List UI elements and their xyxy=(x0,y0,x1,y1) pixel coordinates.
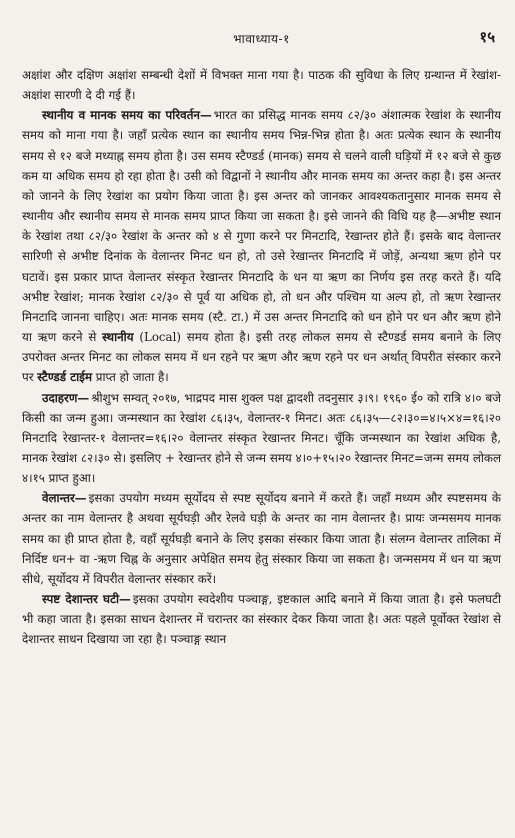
body-text xyxy=(22,65,501,650)
section-heading-longitude-correction: स्पष्ट देशान्तर घटी— xyxy=(42,592,131,607)
term-local: स्थानीय xyxy=(102,330,134,345)
page-header xyxy=(22,0,501,50)
paragraph-longitude-correction xyxy=(22,589,501,649)
paragraph-equation-of-time xyxy=(22,488,501,589)
term-standard-time: स्टैण्डर्ड टाईम xyxy=(37,370,92,385)
paragraph-text: प्राप्त हो जाता है। xyxy=(92,370,169,385)
section-heading-local-standard-time: स्थानीय व मानक समय का परिवर्तन— xyxy=(42,108,212,123)
section-heading-example: उदाहरण— xyxy=(42,390,90,405)
paragraph-text: भारत का प्रसिद्ध मानक समय ८२/३० अंशात्मक रेखांश के स्थानीय समय को माना गया है। जहाँ प्रत्येक स्थान का स्थानीय समय भिन्न-भिन्न होता है। अतः प्रत्येक स्थान के स्थानीय समय से १२ बजे मध्याह्न समय होता है। उस समय स्टैण्डर्ड (मानक) समय से चलने वाली घड़ियों में १२ बजे से कुछ कम या अधिक समय हो रहा होता है। उसी को विद्वानों ने स्थानीय और मानक समय का अन्तर कहा है। इस अन्तर को जानने के लिए रेखांश का प्रयोग किया जाता है। इस अन्तर को जानकर आवश्यकतानुसार मानक समय से स्थानीय और स्थानीय समय से मानक समय प्राप्त किया जा सकता है। इसे जानने की विधि यह है—अभीष्ट स्थान के रेखांश तथा ८२/३० रेखांश के अन्तर को ४ से गुणा करने पर मिनटादि, रेखान्तर होते हैं। इसके बाद वेलान्तर सारिणी से अभीष्ट दिनांक के वेलान्तर मिनट धन हो, तो उसे रेखान्तर मिनटादि में जोड़ें, अन्यथा ऋण होने पर घटावें। इस प्रकार प्राप्त वेलान्तर संस्कृत रेखान्तर मिनटादि के धन या ऋण का निर्णय इस तरह करते हैं। यदि अभीष्ट रेखांश; मानक रेखांश ८२/३० से पूर्व या अधिक हो, तो धन और पश्चिम या अल्प हो, तो ऋण रेखान्तर मिनटादि जानना चाहिए। अतः मानक समय (स्टै. टा.) में उस अन्तर मिनटादि को धन होने पर धन और ऋण होने या ऋण करने से xyxy=(22,108,501,345)
page-number: १५ xyxy=(479,28,495,46)
paragraph-text: इसका उपयोग मध्यम सूर्योदय से स्पष्ट सूर्योदय बनाने में करते हैं। जहाँ मध्यम और स्पष्टसमय के अन्तर का नाम वेलान्तर है अथवा सूर्यघड़ी और रेलवे घड़ी के अन्तर का नाम वेलान्तर है। प्रायः जन्मसमय मानक समय का ही प्राप्त होता है, वहाँ सूर्यघड़ी बनाने के लिए इसका संस्कार किया जाता है। संलग्न वेलान्तर तालिका में निर्दिष्ट धन+ वा -ऋण चिह्न के अनुसार अपेक्षित समय हेतु संस्कार किया जा सकता है। जन्मसमय में धन या ऋण सीधे, सूर्योदय में विपरीत वेलान्तर संस्कार करें। xyxy=(22,491,501,586)
chapter-title: भावाध्याय-१ xyxy=(233,32,290,46)
paragraph-text: (Local) समय होता है। इसी तरह लोकल समय से स्टैण्डर्ड समय बनाने के लिए उपरोक्त अन्तर मिनट का लोकल समय में धन रहने पर ऋण और ऋण रहने पर धन अर्थात् विपरीत संस्कार करने पर xyxy=(22,330,501,385)
paragraph-text: इसका उपयोग स्वदेशीय पञ्चाङ्ग, इष्टकाल आदि बनाने में किया जाता है। इसे फलघटी भी कहा जाता है। इसका साधन देशान्तर में चरान्तर का संस्कार देकर किया जाता है। अतः पहले पूर्वोक्त रेखांश से देशान्तर साधन दिखाया जा रहा है। पञ्चाङ्ग स्थान xyxy=(22,592,502,647)
paragraph-text: अक्षांश और दक्षिण अक्षांश सम्बन्धी देशों में विभक्त माना गया है। पाठक की सुविधा के लिए ग्रन्थान्त में रेखांश-अक्षांश सारणी दे दी गई हैं। xyxy=(22,68,501,103)
paragraph-local-standard-time xyxy=(22,105,501,387)
paragraph-continuation xyxy=(22,65,501,105)
paragraph-example xyxy=(22,388,501,489)
section-heading-equation-of-time: वेलान्तर— xyxy=(42,491,87,506)
paragraph-text: श्रीशुभ सम्वत् २०१७, भाद्रपद मास शुक्ल पक्ष द्वादशी तदनुसार ३।९। १९६० ई० को रात्रि ४।० बजे किसी का जन्म हुआ। जन्मस्थान का रेखांश ८६।३५, वेलान्तर-१ मिनट। अतः ८६।३५—८२।३०=४।५×४=१६।२० मिनटादि रेखान्तर-१ वेलान्तर=१६।२० वेलान्तर संस्कृत रेखान्तर मिनट। चूँकि जन्मस्थान का रेखांश अधिक है, मानक रेखांश ८२।३० से। इसलिए + रेखान्तर होने से जन्म समय ४।०+१५।२० रेखान्तर मिनट=जन्म समय लोकल ४।१५ प्राप्त हुआ। xyxy=(22,390,501,486)
